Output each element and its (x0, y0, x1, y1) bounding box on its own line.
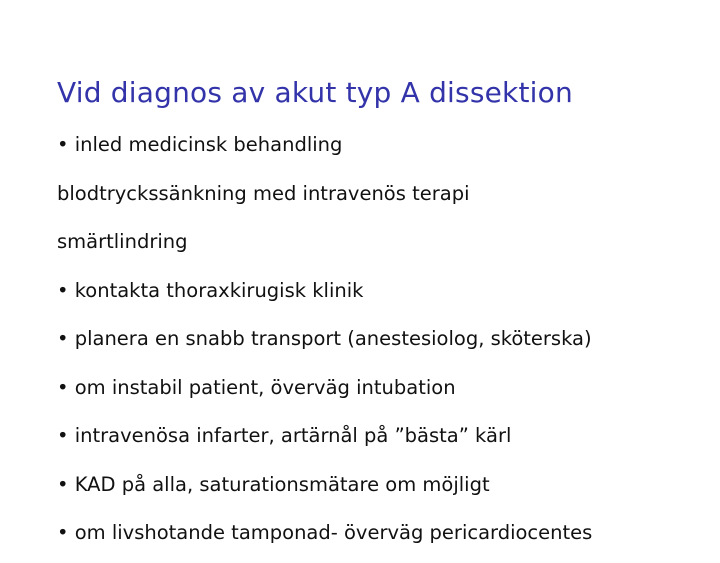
bullet-line: • om instabil patient, överväg intubation (57, 375, 456, 399)
slide-title: Vid diagnos av akut typ A dissektion (57, 76, 573, 109)
bullet-line: • KAD på alla, saturationsmätare om möjligt (57, 472, 490, 496)
bullet-line: • intravenösa infarter, artärnål på ”bästa” kärl (57, 424, 512, 447)
bullet-line: • kontakta thoraxkirugisk klinik (57, 278, 364, 302)
bullet-line: • inled medicinsk behandling (57, 133, 343, 156)
slide-content (57, 126, 707, 563)
text-line: blodtryckssänkning med intravenös terapi (57, 181, 470, 205)
bullet-line: • planera en snabb transport (anestesiolog, sköterska) (57, 327, 592, 350)
text-line: smärtlindring (57, 230, 188, 253)
bullet-line: • om livshotande tamponad- överväg pericardiocentes (57, 521, 593, 544)
